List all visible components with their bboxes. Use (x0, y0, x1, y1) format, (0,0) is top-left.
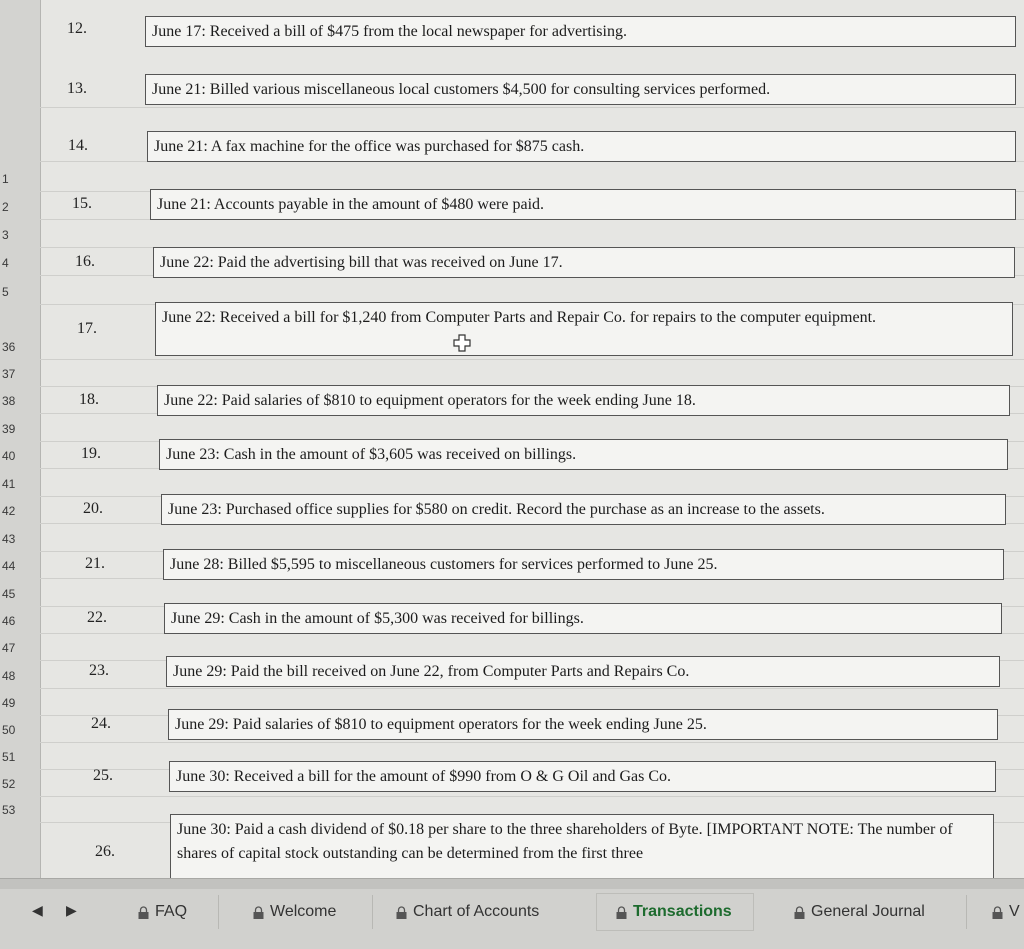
lock-icon (253, 906, 264, 919)
transaction-number: 18. (79, 391, 99, 408)
row-number[interactable]: 51 (2, 750, 16, 764)
transaction-number: 21. (85, 555, 105, 572)
tab-chart-of-accounts[interactable] (396, 899, 539, 925)
tab-label: Chart of Accounts (413, 903, 540, 920)
transaction-number: 20. (83, 500, 103, 517)
tab-divider (372, 895, 373, 929)
next-sheet-arrow-icon[interactable]: ▶ (66, 902, 77, 918)
transaction-text-cell[interactable]: June 29: Paid the bill received on June 22, from Computer Parts and Repairs Co. (166, 656, 1000, 687)
row-gridline (40, 688, 1024, 689)
row-header-column (0, 0, 41, 878)
tab-label: Transactions (633, 903, 732, 920)
row-number[interactable]: 3 (2, 228, 9, 242)
transaction-number: 25. (93, 767, 113, 784)
tab-divider (966, 895, 967, 929)
transaction-text-cell[interactable]: June 21: Accounts payable in the amount of $480 were paid. (150, 189, 1016, 220)
row-number[interactable]: 41 (2, 477, 16, 491)
horizontal-scrollbar[interactable] (0, 879, 1024, 889)
row-gridline (40, 796, 1024, 797)
transaction-text-cell[interactable]: June 21: Billed various miscellaneous local customers $4,500 for consulting services performed. (145, 74, 1016, 105)
row-number[interactable]: 2 (2, 200, 9, 214)
tab-next-partial[interactable] (992, 899, 1020, 925)
transaction-number: 26. (95, 843, 115, 860)
transaction-number: 23. (89, 662, 109, 679)
transaction-text-cell[interactable]: June 29: Paid salaries of $810 to equipment operators for the week ending June 25. (168, 709, 998, 740)
row-number[interactable]: 47 (2, 641, 16, 655)
row-gridline (40, 359, 1024, 360)
row-number[interactable]: 39 (2, 422, 16, 436)
row-number[interactable]: 5 (2, 285, 9, 299)
transaction-number: 15. (72, 195, 92, 212)
tab-faq[interactable] (138, 899, 187, 925)
row-number[interactable]: 45 (2, 587, 16, 601)
tab-label: FAQ (155, 903, 188, 920)
lock-icon (616, 906, 627, 919)
transaction-number: 22. (87, 609, 107, 626)
transaction-number: 19. (81, 445, 101, 462)
row-number[interactable]: 36 (2, 340, 16, 354)
transaction-number: 12. (67, 20, 87, 37)
lock-icon (396, 906, 407, 919)
transaction-text-cell[interactable]: June 23: Purchased office supplies for $580 on credit. Record the purchase as an increase to the assets. (161, 494, 1006, 525)
row-gridline (40, 742, 1024, 743)
tab-general-journal[interactable] (794, 899, 925, 925)
row-number[interactable]: 37 (2, 367, 16, 381)
transaction-number: 24. (91, 715, 111, 732)
row-number[interactable]: 46 (2, 614, 16, 628)
transaction-text-cell[interactable]: June 22: Received a bill for $1,240 from Computer Parts and Repair Co. for repairs to the computer equipment. (155, 302, 1013, 356)
transaction-text-cell[interactable]: June 29: Cash in the amount of $5,300 was received for billings. (164, 603, 1002, 634)
lock-icon (138, 906, 149, 919)
tab-divider (218, 895, 219, 929)
row-number[interactable]: 48 (2, 669, 16, 683)
sheet-tab-bar (0, 878, 1024, 949)
tab-label: General Journal (811, 903, 925, 920)
transaction-number: 16. (75, 253, 95, 270)
transaction-number: 13. (67, 80, 87, 97)
tab-label: Welcome (270, 903, 337, 920)
row-number[interactable]: 1 (2, 172, 9, 186)
row-number[interactable]: 53 (2, 803, 16, 817)
row-number[interactable]: 4 (2, 256, 9, 270)
transaction-text-cell[interactable]: June 22: Paid the advertising bill that was received on June 17. (153, 247, 1015, 278)
row-number[interactable]: 49 (2, 696, 16, 710)
tab-transactions[interactable] (616, 899, 732, 925)
row-number[interactable]: 42 (2, 504, 16, 518)
transaction-text-cell[interactable]: June 28: Billed $5,595 to miscellaneous customers for services performed to June 25. (163, 549, 1004, 580)
row-number[interactable]: 50 (2, 723, 16, 737)
transaction-text-cell[interactable]: June 30: Received a bill for the amount of $990 from O & G Oil and Gas Co. (169, 761, 996, 792)
crosshair-cursor-icon (453, 334, 471, 352)
row-number[interactable]: 44 (2, 559, 16, 573)
transaction-text-cell[interactable]: June 23: Cash in the amount of $3,605 was received on billings. (159, 439, 1008, 470)
transaction-text-cell[interactable]: June 21: A fax machine for the office was purchased for $875 cash. (147, 131, 1016, 162)
lock-icon (992, 906, 1003, 919)
tab-label: V (1009, 903, 1020, 920)
transaction-number: 14. (68, 137, 88, 154)
row-number[interactable]: 38 (2, 394, 16, 408)
transaction-text-cell[interactable]: June 17: Received a bill of $475 from the local newspaper for advertising. (145, 16, 1016, 47)
row-number[interactable]: 43 (2, 532, 16, 546)
previous-sheet-arrow-icon[interactable]: ◀ (32, 902, 43, 918)
row-gridline (40, 107, 1024, 108)
tab-welcome[interactable] (253, 899, 336, 925)
row-number[interactable]: 40 (2, 449, 16, 463)
lock-icon (794, 906, 805, 919)
row-number[interactable]: 52 (2, 777, 16, 791)
transaction-text-cell[interactable]: June 22: Paid salaries of $810 to equipment operators for the week ending June 18. (157, 385, 1010, 416)
transaction-number: 17. (77, 320, 97, 337)
transaction-text-cell[interactable]: June 30: Paid a cash dividend of $0.18 per share to the three shareholders of Byte. [IMPORTANT NOTE: The number of shares of capital stock outstanding can be determined from the first three (170, 814, 994, 878)
